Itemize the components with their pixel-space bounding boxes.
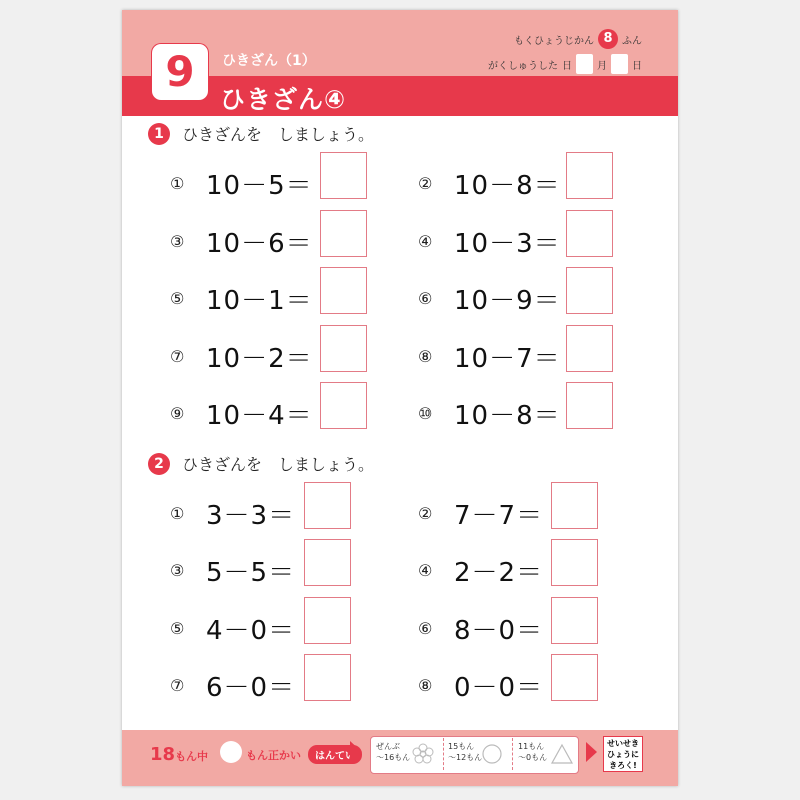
answer-box[interactable] [551,482,598,529]
problem-2-7 [170,662,295,709]
problem-mark: ⑦ [170,347,185,366]
problem-mark: ⑩ [418,404,433,423]
problem-expression: 10－2＝ [206,344,313,374]
problem-1-3 [170,218,313,265]
answer-box[interactable] [551,597,598,644]
problem-1-6 [418,275,561,322]
circle-icon [481,743,503,765]
level-line: 11もん [518,742,545,751]
month-input-box[interactable] [576,54,593,74]
target-time-label: もくひょうじかん [514,35,594,47]
level-line: ～12もん [448,753,483,762]
note-line: せいせき [607,739,639,748]
section-2-heading [148,452,374,475]
total-number: 18 [150,744,176,765]
lesson-number: 9 [152,44,208,100]
page-title: ひきざん④ [220,85,347,114]
answer-box[interactable] [551,654,598,701]
judge-level-3 [518,741,547,763]
worksheet [122,10,678,786]
problem-2-2 [418,490,543,537]
section-number-badge: 2 [148,453,170,475]
judge-divider [512,738,513,770]
answer-box[interactable] [566,152,613,199]
problem-mark: ⑧ [418,676,433,695]
level-line: ～0もん [518,753,548,762]
section-number-badge: 1 [148,123,170,145]
problem-mark: ③ [170,561,185,580]
section-1-heading [148,122,374,145]
problem-mark: ⑨ [170,404,185,423]
clock-icon: 8 [598,29,618,49]
answer-box[interactable] [320,210,367,257]
section-instruction: ひきざんを しましょう。 [182,125,375,144]
date-day-label-2: 日 [632,60,642,72]
problem-mark: ② [418,504,433,523]
section-instruction: ひきざんを しましょう。 [182,455,375,474]
problem-1-1 [170,160,313,207]
problem-expression: 0－0＝ [454,673,544,703]
triangle-icon [550,743,574,765]
target-time-unit: ふん [622,35,642,47]
answer-box[interactable] [566,267,613,314]
problem-2-4 [418,547,543,594]
problem-1-7 [170,333,313,380]
day-input-box[interactable] [611,54,628,74]
level-line: ～16もん [376,753,411,762]
judge-level-2 [448,741,482,763]
note-line: ひょうに [607,750,639,759]
problem-mark: ③ [170,232,185,251]
problem-2-1 [170,490,295,537]
problem-mark: ① [170,174,185,193]
problem-expression: 10－6＝ [206,229,313,259]
arrow-right-icon [350,741,362,763]
judge-level-1 [376,741,410,763]
problem-expression: 10－3＝ [454,229,561,259]
judge-label: はんてい [308,745,362,764]
answer-box[interactable] [320,152,367,199]
problem-2-3 [170,547,295,594]
problem-mark: ② [418,174,433,193]
answer-box[interactable] [304,597,351,644]
problem-mark: ⑦ [170,676,185,695]
answer-box[interactable] [566,382,613,429]
problem-mark: ⑥ [418,289,433,308]
problem-expression: 10－7＝ [454,344,561,374]
date-day-label: 日 [562,60,572,72]
problem-mark: ④ [418,561,433,580]
answer-box[interactable] [320,325,367,372]
problem-mark: ⑤ [170,289,185,308]
answer-box[interactable] [320,267,367,314]
problem-expression: 10－4＝ [206,401,313,431]
problem-1-10 [418,390,561,437]
study-date-label: がくしゅうした [488,60,558,72]
problem-expression: 10－8＝ [454,171,561,201]
arrow-right-icon [586,742,597,762]
date-month-label: 月 [597,60,607,72]
problem-1-2 [418,160,561,207]
problem-expression: 5－5＝ [206,558,296,588]
problem-expression: 2－2＝ [454,558,544,588]
problem-mark: ⑧ [418,347,433,366]
study-date [488,54,642,74]
answer-box[interactable] [551,539,598,586]
answer-box[interactable] [304,654,351,701]
flower-icon [411,742,435,766]
problem-expression: 10－9＝ [454,286,561,316]
problem-expression: 10－1＝ [206,286,313,316]
problem-mark: ④ [418,232,433,251]
problem-expression: 4－0＝ [206,616,296,646]
subtitle: ひきざん（1） [222,53,316,69]
answer-box[interactable] [566,210,613,257]
problem-1-8 [418,333,561,380]
problem-mark: ① [170,504,185,523]
level-line: 15もん [448,742,475,751]
problem-1-9 [170,390,313,437]
note-line: きろく! [609,761,637,770]
problem-expression: 6－0＝ [206,673,296,703]
problem-expression: 3－3＝ [206,501,296,531]
total-count [150,744,208,765]
answer-box[interactable] [304,539,351,586]
problem-1-4 [418,218,561,265]
answer-box[interactable] [320,382,367,429]
correct-label: もん正かい [246,749,301,762]
total-suffix: もん中 [175,750,209,763]
problem-2-8 [418,662,543,709]
judge-divider [443,738,444,770]
problem-2-5 [170,605,295,652]
problem-expression: 10－5＝ [206,171,313,201]
problem-mark: ⑤ [170,619,185,638]
problem-expression: 8－0＝ [454,616,544,646]
answer-box[interactable] [566,325,613,372]
problem-mark: ⑥ [418,619,433,638]
target-time [514,29,642,49]
score-input-circle[interactable] [220,741,242,763]
level-line: ぜんぶ [376,742,400,751]
problem-expression: 10－8＝ [454,401,561,431]
problem-1-5 [170,275,313,322]
problem-expression: 7－7＝ [454,501,544,531]
record-note [603,736,643,772]
problem-2-6 [418,605,543,652]
answer-box[interactable] [304,482,351,529]
